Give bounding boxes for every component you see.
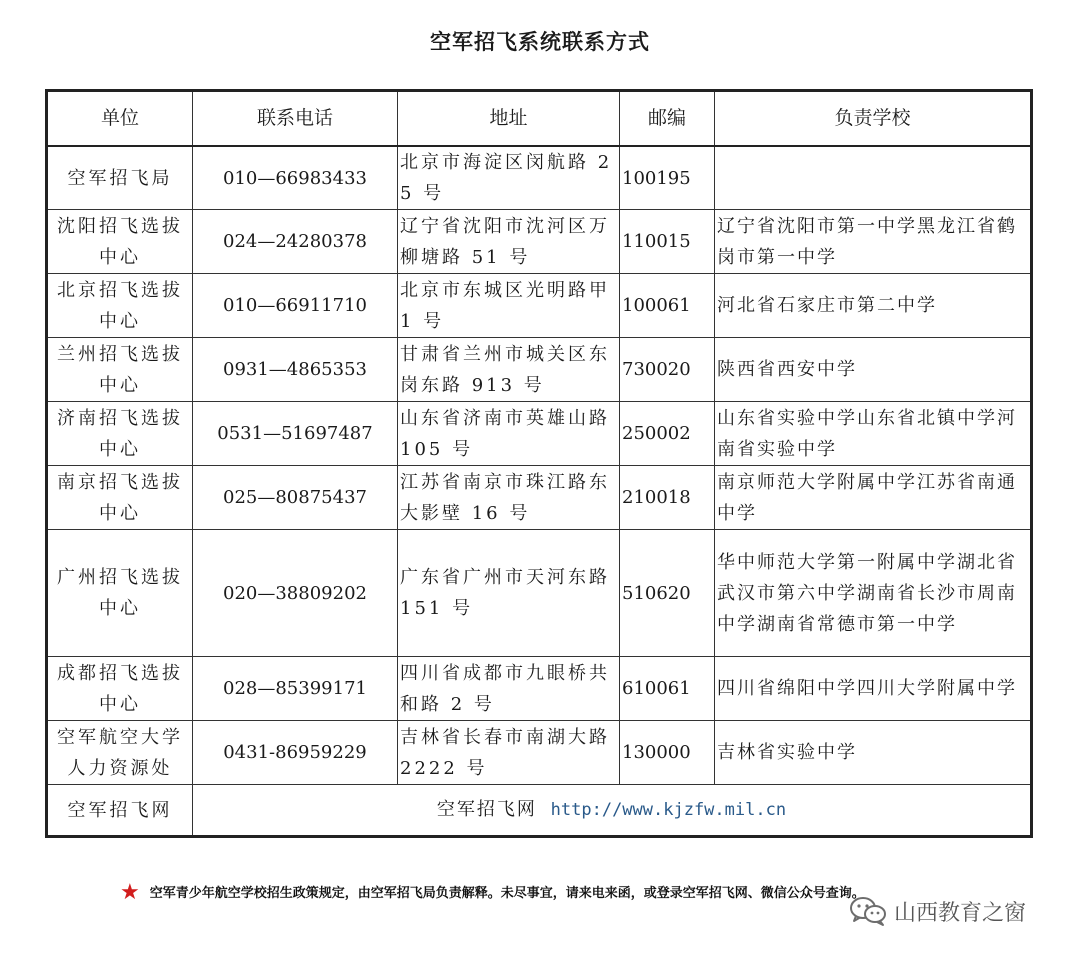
cell-school	[715, 146, 1032, 210]
page-title: 空军招飞系统联系方式	[430, 30, 650, 54]
cell-school: 吉林省实验中学	[715, 721, 1032, 785]
cell-unit: 沈阳招飞选拔中心	[47, 210, 193, 274]
cell-unit: 广州招飞选拔中心	[47, 530, 193, 657]
cell-phone: 025—80875437	[193, 466, 398, 530]
cell-unit: 成都招飞选拔中心	[47, 657, 193, 721]
cell-address: 广东省广州市天河东路 151 号	[398, 530, 620, 657]
cell-unit: 北京招飞选拔中心	[47, 274, 193, 338]
table-header-row	[47, 91, 1032, 147]
cell-zip: 250002	[620, 402, 715, 466]
cell-school: 辽宁省沈阳市第一中学黑龙江省鹤岗市第一中学	[715, 210, 1032, 274]
cell-phone: 010—66983433	[193, 146, 398, 210]
table-row	[47, 274, 1032, 338]
table-row	[47, 210, 1032, 274]
cell-school: 华中师范大学第一附属中学湖北省武汉市第六中学湖南省长沙市周南中学湖南省常德市第一中学	[715, 530, 1032, 657]
cell-zip: 110015	[620, 210, 715, 274]
cell-unit: 兰州招飞选拔中心	[47, 338, 193, 402]
header-school: 负责学校	[715, 91, 1032, 147]
cell-address: 吉林省长春市南湖大路 2222 号	[398, 721, 620, 785]
cell-phone: 0931—4865353	[193, 338, 398, 402]
cell-school: 南京师范大学附属中学江苏省南通中学	[715, 466, 1032, 530]
table-row	[47, 657, 1032, 721]
wechat-icon	[848, 895, 888, 927]
cell-unit: 南京招飞选拔中心	[47, 466, 193, 530]
cell-address: 北京市东城区光明路甲 1 号	[398, 274, 620, 338]
cell-zip: 130000	[620, 721, 715, 785]
cell-phone: 0431-86959229	[193, 721, 398, 785]
cell-school: 山东省实验中学山东省北镇中学河南省实验中学	[715, 402, 1032, 466]
cell-address: 辽宁省沈阳市沈河区万柳塘路 51 号	[398, 210, 620, 274]
header-address: 地址	[398, 91, 620, 147]
table-row	[47, 402, 1032, 466]
header-phone: 联系电话	[193, 91, 398, 147]
cell-phone: 024—24280378	[193, 210, 398, 274]
cell-school: 河北省石家庄市第二中学	[715, 274, 1032, 338]
website-link[interactable]: http://www.kjzfw.mil.cn	[550, 800, 787, 820]
header-unit: 单位	[47, 91, 193, 147]
cell-zip: 730020	[620, 338, 715, 402]
header-zip: 邮编	[620, 91, 715, 147]
cell-address: 四川省成都市九眼桥共和路 2 号	[398, 657, 620, 721]
cell-phone: 028—85399171	[193, 657, 398, 721]
cell-zip: 100061	[620, 274, 715, 338]
website-label: 空军招飞网	[436, 799, 537, 820]
table-row	[47, 721, 1032, 785]
cell-zip: 210018	[620, 466, 715, 530]
website-cell	[193, 785, 1032, 837]
cell-unit: 空军招飞局	[47, 146, 193, 210]
cell-zip: 100195	[620, 146, 715, 210]
cell-phone: 020—38809202	[193, 530, 398, 657]
star-icon: ★	[120, 880, 140, 905]
cell-unit: 空军招飞网	[47, 785, 193, 837]
watermark-text: 山西教育之窗	[894, 900, 1027, 926]
cell-school: 四川省绵阳中学四川大学附属中学	[715, 657, 1032, 721]
table-row	[47, 146, 1032, 210]
table-row	[47, 338, 1032, 402]
cell-address: 江苏省南京市珠江路东大影壁 16 号	[398, 466, 620, 530]
cell-phone: 0531—51697487	[193, 402, 398, 466]
cell-unit: 空军航空大学人力资源处	[47, 721, 193, 785]
cell-address: 北京市海淀区闵航路 25 号	[398, 146, 620, 210]
contact-table	[45, 89, 1033, 838]
cell-unit: 济南招飞选拔中心	[47, 402, 193, 466]
cell-zip: 610061	[620, 657, 715, 721]
cell-phone: 010—66911710	[193, 274, 398, 338]
watermark	[848, 893, 1026, 929]
table-row	[47, 466, 1032, 530]
website-row	[47, 785, 1032, 837]
cell-school: 陕西省西安中学	[715, 338, 1032, 402]
cell-zip: 510620	[620, 530, 715, 657]
cell-address: 山东省济南市英雄山路 105 号	[398, 402, 620, 466]
table-row	[47, 530, 1032, 657]
footnote-text: 空军青少年航空学校招生政策规定，由空军招飞局负责解释。未尽事宜，请来电来函，或登录空军招飞网、微信公众号查询。	[149, 886, 865, 901]
cell-address: 甘肃省兰州市城关区东岗东路 913 号	[398, 338, 620, 402]
